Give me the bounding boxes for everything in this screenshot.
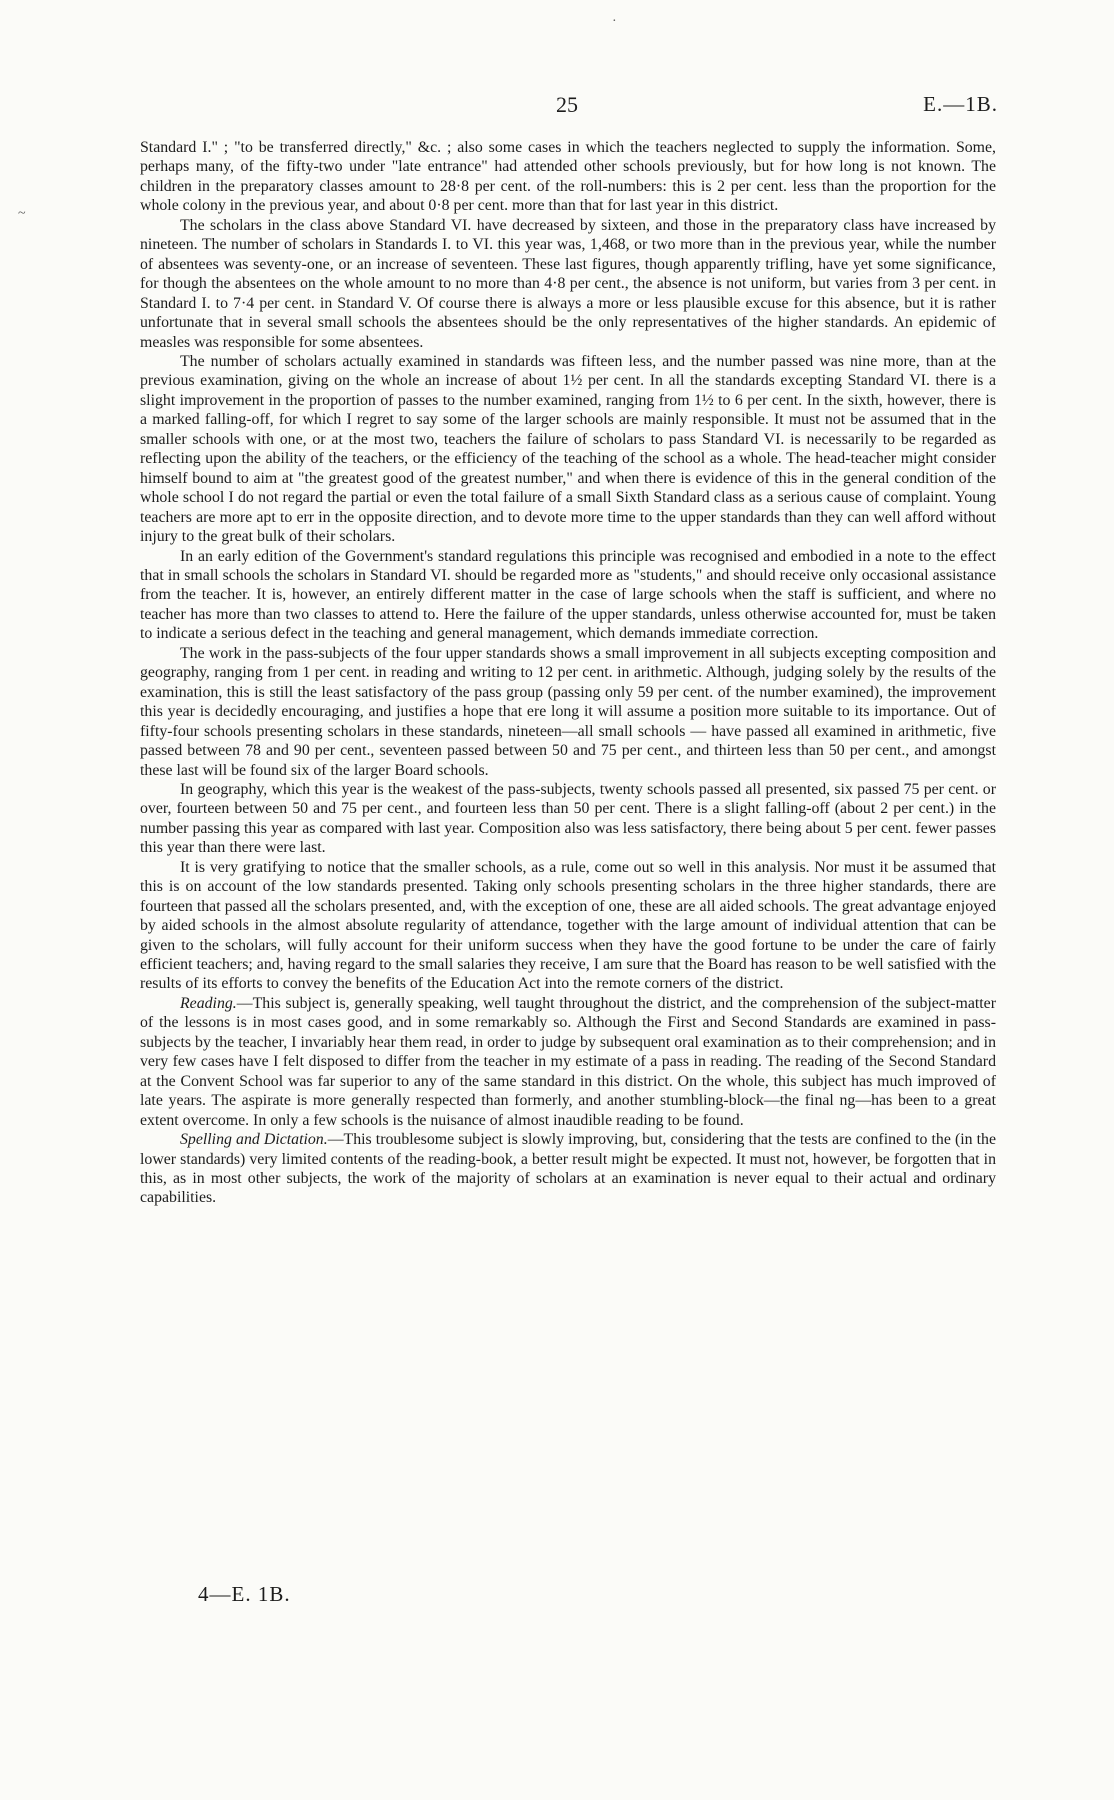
paragraph: The work in the pass-subjects of the four upper standards shows a small improvement in all subjects excepting composition and geography, ranging from 1 per cent. in reading and writing to 12 per cent. in arithmetic. Although, judging solely by the results of the examination, this is still the least satisfactory of the pass group (passing only 59 per cent. of the number examined), the improvement this year is decidedly encouraging, and justifies a hope that ere long it will assume a position more suitable to its importance. Out of fifty-four schools presenting scholars in these standards, nineteen—all small schools — have passed all examined in arithmetic, five passed between 78 and 90 per cent., seventeen passed between 50 and 75 per cent., and thirteen less than 50 per cent., and amongst these last will be found six of the larger Board schools. [140, 644, 996, 779]
paragraph: It is very gratifying to notice that the smaller schools, as a rule, come out so well in this analysis. Nor must it be assumed that this is on account of the low standards presented. Taking only schools presenting scholars in the three higher standards, there are fourteen that passed all the scholars presented, and, with the exception of one, these are all aided schools. The great advantage enjoyed by aided schools in the almost absolute regularity of attendance, together with the large amount of individual attention that can be given to the scholars, will fully account for their uniform success when they have the good fortune to be under the care of fairly efficient teachers; and, having regard to the small salaries they receive, I am sure that the Board has reason to be well satisfied with the results of its efforts to convey the benefits of the Education Act into the remote corners of the district. [140, 858, 996, 993]
page-header [0, 92, 1114, 118]
paragraph-spelling: Spelling and Dictation.—This troublesome subject is slowly improving, but, considering that the tests are confined to the (in the lower standards) very limited contents of the reading-book, a better result might be expected. It must not, however, be forgotten that in this, as in most other subjects, the work of the majority of scholars at an examination is never equal to their actual and ordinary capabilities. [140, 1131, 996, 1207]
margin-mark: ~ [18, 206, 26, 221]
paragraph: The scholars in the class above Standard VI. have decreased by sixteen, and those in the preparatory class have increased by nineteen. The number of scholars in Standards I. to VI. this year was, 1,468, or two more than in the previous year, while the number of absentees was seventy-one, or an increase of seventeen. These last figures, though apparently trifling, have yet some significance, for though the absentees on the whole amount to no more than 4·8 per cent., the absence is not uniform, but varies from 3 per cent. in Standard I. to 7·4 per cent. in Standard V. Of course there is always a more or less plausible excuse for this absence, but it is rather unfortunate that in several small schools the absentees should be the only representatives of the higher standards. An epidemic of measles was responsible for some absentees. [140, 216, 996, 351]
print-speck: · [612, 14, 617, 29]
paragraph: In an early edition of the Government's standard regulations this principle was recognised and embodied in a note to the effect that in small schools the scholars in Standard VI. should be regarded more as "students," and should receive only occasional assistance from the teacher. It is, however, an entirely different matter in the case of large schools when the staff is sufficient, and where no teacher has more than two classes to attend to. Here the failure of the upper standards, unless otherwise accounted for, must be taken to indicate a serious defect in the teaching and general management, which demands immediate correction. [140, 547, 996, 643]
page-number: 25 [556, 92, 578, 117]
section-lead-spelling: Spelling and Dictation. [180, 1131, 328, 1149]
paragraph: The number of scholars actually examined in standards was fifteen less, and the number passed was nine more, than at the previous examination, giving on the whole an increase of about 1½ per cent. In all the standards excepting Standard VI. there is a slight improvement in the proportion of passes to the number examined, ranging from 1½ to 6 per cent. In the sixth, however, there is a marked falling-off, for which I regret to say some of the larger schools are mainly responsible. It must not be assumed that in the smaller schools with one, or at the most two, teachers the failure of scholars to pass Standard VI. is necessarily to be regarded as reflecting upon the ability of the teachers, or the efficiency of the teaching of the school as a whole. The head-teacher might consider himself bound to aim at "the greatest good of the greatest number," and when there is evidence of this in the general condition of the whole school I do not regard the partial or even the total failure of a small Sixth Standard class as a serious cause of complaint. Young teachers are more apt to err in the opposite direction, and to devote more time to the upper standards than they can well afford without injury to the great bulk of their scholars. [140, 352, 996, 546]
section-lead-reading: Reading. [180, 994, 237, 1012]
paragraph: In geography, which this year is the weakest of the pass-subjects, twenty schools passed all presented, six passed 75 per cent. or over, fourteen between 50 and 75 per cent., and fourteen less than 50 per cent. There is a slight falling-off (about 2 per cent.) in the number passing this year as compared with last year. Composition also was less satisfactory, there being about 5 per cent. fewer passes this year than there were last. [140, 780, 996, 857]
signature-mark: 4—E. 1B. [198, 1582, 291, 1606]
body-text [140, 138, 996, 1208]
paragraph-reading: Reading.—This subject is, generally speaking, well taught throughout the district, and the comprehension of the subject-matter of the lessons is in most cases good, and in some remarkably so. Although the First and Second Standards are examined in pass-subjects by the teacher, I invariably hear them read, in order to judge by subsequent oral examination as to their comprehension; and in very few cases have I felt disposed to differ from the teacher in my estimate of a pass in reading. The reading of the Second Standard at the Convent School was far superior to any of the same standard in this district. On the whole, this subject has much improved of late years. The aspirate is more generally respected than formerly, and another stumbling-block—the final ng—has been to a great extent overcome. In only a few schools is the nuisance of almost inaudible reading to be found. [140, 994, 996, 1129]
paragraph: Standard I." ; "to be transferred directly," &c. ; also some cases in which the teachers neglected to supply the information. Some, perhaps many, of the fifty-two under "late entrance" had attended other schools previously, but for how long is not known. The children in the preparatory classes amount to 28·8 per cent. of the roll-numbers: this is 2 per cent. less than the proportion for the whole colony in the previous year, and about 0·8 per cent. more than that for last year in this district. [140, 139, 996, 215]
document-reference: E.—1B. [923, 92, 998, 116]
